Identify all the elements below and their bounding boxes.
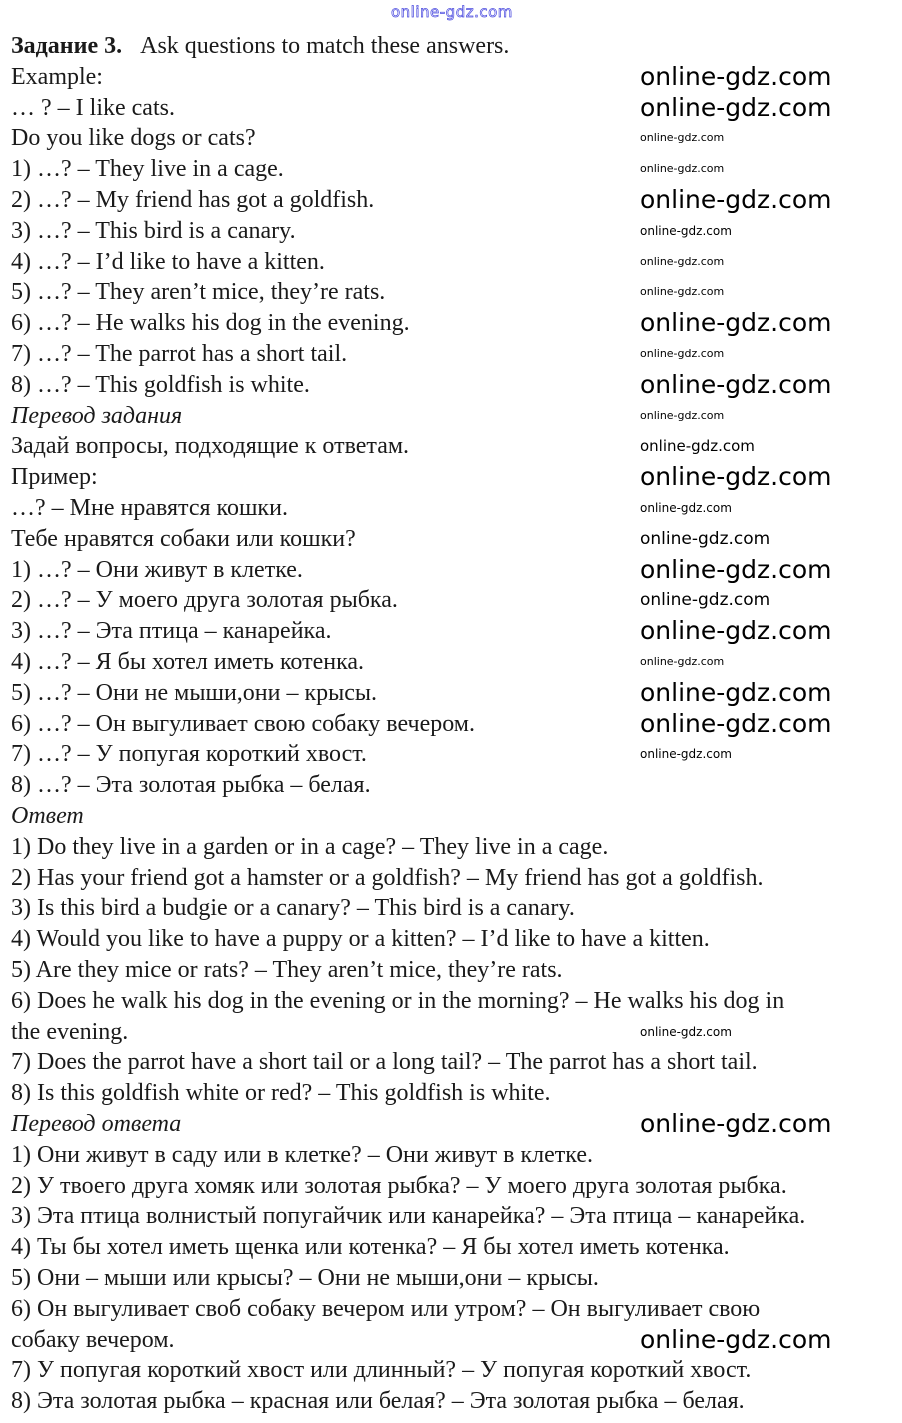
text-line: 5) …? – They aren’t mice, they’re rats. <box>11 279 386 306</box>
header-site-link[interactable]: online-gdz.com <box>391 3 513 21</box>
text-line: 8) …? – Эта золотая рыбка – белая. <box>11 772 371 799</box>
watermark: online-gdz.com <box>640 369 832 399</box>
text-line: 6) …? – He walks his dog in the evening. <box>11 310 410 337</box>
text-line: …? – Мне нравятся кошки. <box>11 495 288 521</box>
text-line: 3) Is this bird a budgie or a canary? – This bird is a canary. <box>11 895 575 922</box>
text-line: собаку вечером. <box>11 1326 175 1353</box>
section-heading: Перевод ответа <box>11 1111 182 1137</box>
watermark: online-gdz.com <box>640 223 732 238</box>
task-label: Задание 3. <box>11 33 123 59</box>
text-line: 8) Эта золотая рыбка – красная или белая? – Эта золотая рыбка – белая. <box>11 1388 745 1415</box>
text-line: 5) Они – мыши или крысы? – Они не мыши,они – крысы. <box>11 1265 599 1291</box>
text-line: 1) Do they live in a garden or in a cage? – They live in a cage. <box>11 833 609 860</box>
watermark: online-gdz.com <box>640 185 832 214</box>
watermark: online-gdz.com <box>640 437 755 456</box>
text-line: 7) У попугая короткий хвост или длинный? – У попугая короткий хвост. <box>11 1357 752 1384</box>
text-line: Задай вопросы, подходящие к ответам. <box>11 433 410 460</box>
text-line: 3) Эта птица волнистый попугайчик или канарейка? – Эта птица – канарейка. <box>11 1203 806 1230</box>
text-line: 7) …? – У попугая короткий хвост. <box>11 741 367 768</box>
watermark: online-gdz.com <box>640 590 771 611</box>
watermark: online-gdz.com <box>640 92 832 122</box>
watermark: online-gdz.com <box>640 528 771 549</box>
watermark: online-gdz.com <box>640 285 725 299</box>
watermark: online-gdz.com <box>640 308 832 338</box>
task-heading <box>11 31 509 61</box>
text-line: 1) …? – They live in a cage. <box>11 156 284 183</box>
text-line: 1) Они живут в саду или в клетке? – Они живут в клетке. <box>11 1141 593 1168</box>
watermark: online-gdz.com <box>640 61 832 91</box>
text-line: 4) Ты бы хотел иметь щенка или котенка? – Я бы хотел иметь котенка. <box>11 1234 730 1261</box>
watermark: online-gdz.com <box>640 347 725 360</box>
watermark: online-gdz.com <box>640 254 725 268</box>
watermark: online-gdz.com <box>640 162 725 176</box>
text-line: 5) Are they mice or rats? – They aren’t mice, they’re rats. <box>11 957 563 983</box>
task-text: Ask questions to match these answers. <box>140 33 510 59</box>
text-line: 2) У твоего друга хомяк или золотая рыбка? – У моего друга золотая рыбка. <box>11 1172 787 1199</box>
text-line: 2) …? – У моего друга золотая рыбка. <box>11 587 398 614</box>
text-line: … ? – I like cats. <box>11 94 175 121</box>
text-line: Тебе нравятся собаки или кошки? <box>11 525 356 552</box>
text-line: 4) …? – I’d like to have a kitten. <box>11 248 325 275</box>
watermark: online-gdz.com <box>640 131 725 145</box>
watermark: online-gdz.com <box>640 655 725 668</box>
watermark: online-gdz.com <box>640 616 832 646</box>
text-line: 3) …? – This bird is a canary. <box>11 217 296 244</box>
watermark: online-gdz.com <box>640 708 832 738</box>
text-line: 6) Does he walk his dog in the evening or in the morning? – He walks his dog in <box>11 987 785 1014</box>
watermark: online-gdz.com <box>640 554 832 584</box>
text-line: Do you like dogs or cats? <box>11 125 256 152</box>
watermark: online-gdz.com <box>640 677 832 707</box>
text-line: Example: <box>11 63 103 90</box>
text-line: 1) …? – Они живут в клетке. <box>11 556 303 583</box>
text-line: 8) Is this goldfish white or red? – This goldfish is white. <box>11 1080 551 1107</box>
text-line: 3) …? – Эта птица – канарейка. <box>11 618 332 645</box>
watermark: online-gdz.com <box>640 1324 832 1354</box>
text-line: 2) …? – My friend has got a goldfish. <box>11 187 375 213</box>
watermark: online-gdz.com <box>640 462 832 492</box>
watermark: online-gdz.com <box>640 747 732 762</box>
text-line: 8) …? – This goldfish is white. <box>11 371 310 398</box>
watermark: online-gdz.com <box>640 501 732 515</box>
text-line: 7) Does the parrot have a short tail or a long tail? – The parrot has a short tail. <box>11 1049 758 1076</box>
text-line: 2) Has your friend got a hamster or a goldfish? – My friend has got a goldfish. <box>11 864 764 891</box>
text-line: 7) …? – The parrot has a short tail. <box>11 341 348 367</box>
text-line: 4) Would you like to have a puppy or a kitten? – I’d like to have a kitten. <box>11 926 710 953</box>
section-heading: Перевод задания <box>11 402 183 429</box>
watermark: online-gdz.com <box>640 408 725 422</box>
text-line: the evening. <box>11 1018 129 1045</box>
text-line: 5) …? – Они не мыши,они – крысы. <box>11 679 378 706</box>
watermark: online-gdz.com <box>640 1024 732 1039</box>
text-line: 4) …? – Я бы хотел иметь котенка. <box>11 649 365 675</box>
text-line: 6) Он выгуливает своб собаку вечером или утром? – Он выгуливает свою <box>11 1295 761 1322</box>
watermark: online-gdz.com <box>640 1109 832 1138</box>
section-heading: Ответ <box>11 803 84 829</box>
text-line: Пример: <box>11 464 98 491</box>
text-line: 6) …? – Он выгуливает свою собаку вечером. <box>11 710 475 737</box>
